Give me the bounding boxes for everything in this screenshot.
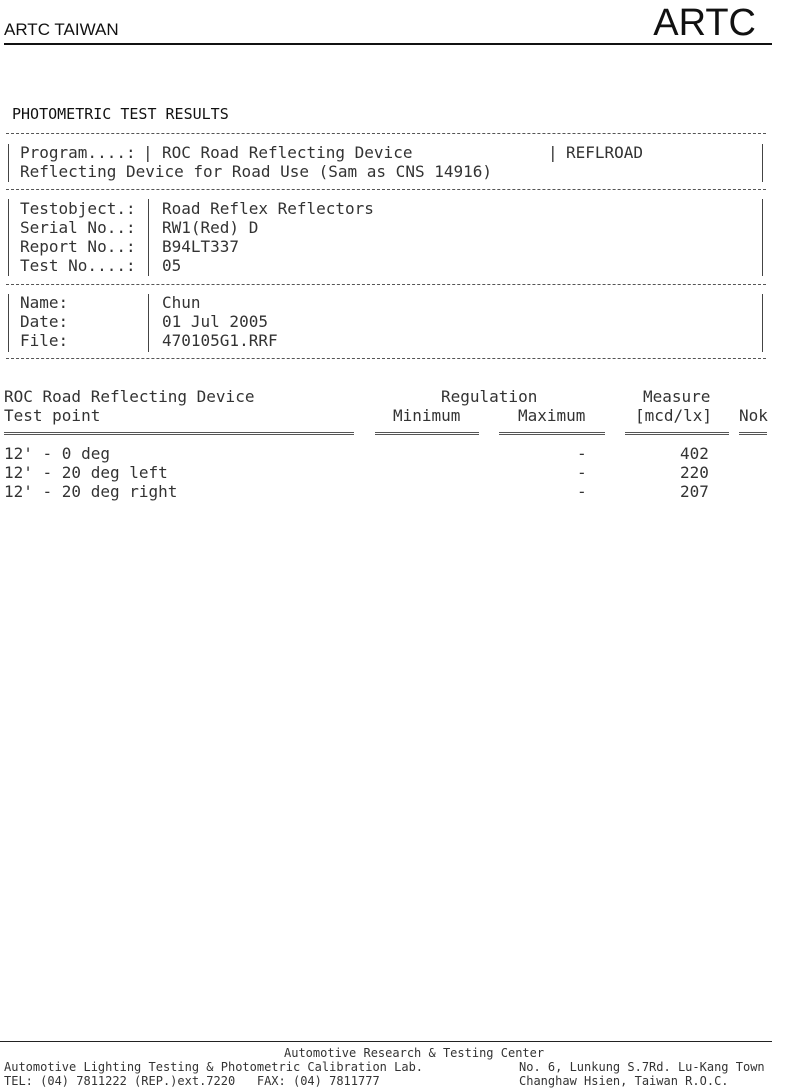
table-header-nok: Nok [739, 406, 768, 425]
table-row-measure: 402 [680, 444, 709, 463]
test-number-value: 05 [162, 256, 182, 275]
table-header-measure: Measure [643, 387, 711, 406]
report-value: B94LT337 [162, 237, 240, 256]
testobject-label: Testobject.: [20, 199, 136, 218]
box-border-right [762, 294, 763, 352]
date-label: Date: [20, 312, 69, 331]
table-header-testpoint: Test point [4, 406, 101, 425]
footer-contact: TEL: (04) 7811222 (REP.)ext.7220 FAX: (04) 7811777 [4, 1074, 380, 1088]
column-underline [4, 432, 354, 435]
name-value: Chun [162, 293, 201, 312]
table-header-regulation: Regulation [441, 387, 538, 406]
box-border-right [762, 144, 763, 182]
column-divider: | [143, 143, 153, 162]
footer-lab: Automotive Lighting Testing & Photometric Calibration Lab. [4, 1060, 424, 1074]
report-label: Report No..: [20, 237, 136, 256]
artc-logo: ARTC [653, 2, 756, 44]
separator-line [6, 133, 766, 134]
box-border-left [8, 144, 9, 182]
name-label: Name: [20, 293, 69, 312]
serial-label: Serial No..: [20, 218, 136, 237]
separator-line [6, 358, 766, 359]
footer-region: Changhaw Hsien, Taiwan R.O.C. [519, 1074, 729, 1088]
page-title: PHOTOMETRIC TEST RESULTS [12, 105, 229, 123]
table-header-unit: [mcd/lx] [635, 406, 713, 425]
table-header-minimum: Minimum [393, 406, 461, 425]
separator-line [6, 189, 766, 190]
program-subtitle: Reflecting Device for Road Use (Sam as CNS 14916) [20, 162, 493, 181]
table-row-measure: 220 [680, 463, 709, 482]
header-rule [4, 43, 772, 45]
footer-rule [0, 1041, 772, 1042]
serial-value: RW1(Red) D [162, 218, 259, 237]
table-row-measure: 207 [680, 482, 709, 501]
testobject-value: Road Reflex Reflectors [162, 199, 374, 218]
table-row-max: - [577, 482, 587, 501]
table-header-maximum: Maximum [518, 406, 586, 425]
date-value: 01 Jul 2005 [162, 312, 268, 331]
table-row-max: - [577, 463, 587, 482]
footer-center: Automotive Research & Testing Center [284, 1046, 545, 1060]
organization-name: ARTC TAIWAN [4, 20, 119, 39]
table-row-max: - [577, 444, 587, 463]
column-divider: | [548, 143, 558, 162]
column-underline [375, 432, 479, 435]
box-border-right [762, 199, 763, 276]
table-row-point: 12' - 0 deg [4, 444, 110, 463]
program-value: ROC Road Reflecting Device [162, 143, 413, 162]
column-underline [739, 432, 767, 435]
file-label: File: [20, 331, 69, 350]
file-value: 470105G1.RRF [162, 331, 278, 350]
footer-address: No. 6, Lunkung S.7Rd. Lu-Kang Town [519, 1060, 765, 1074]
box-border-left [8, 294, 9, 352]
test-number-label: Test No....: [20, 256, 136, 275]
column-underline [499, 432, 605, 435]
column-divider [148, 199, 149, 276]
program-code: REFLROAD [566, 143, 644, 162]
table-row-point: 12' - 20 deg left [4, 463, 168, 482]
separator-line [6, 284, 766, 285]
box-border-left [8, 199, 9, 276]
table-header-device: ROC Road Reflecting Device [4, 387, 255, 406]
table-row-point: 12' - 20 deg right [4, 482, 178, 501]
column-divider [148, 294, 149, 352]
program-label: Program....: [20, 143, 136, 162]
column-underline [625, 432, 729, 435]
